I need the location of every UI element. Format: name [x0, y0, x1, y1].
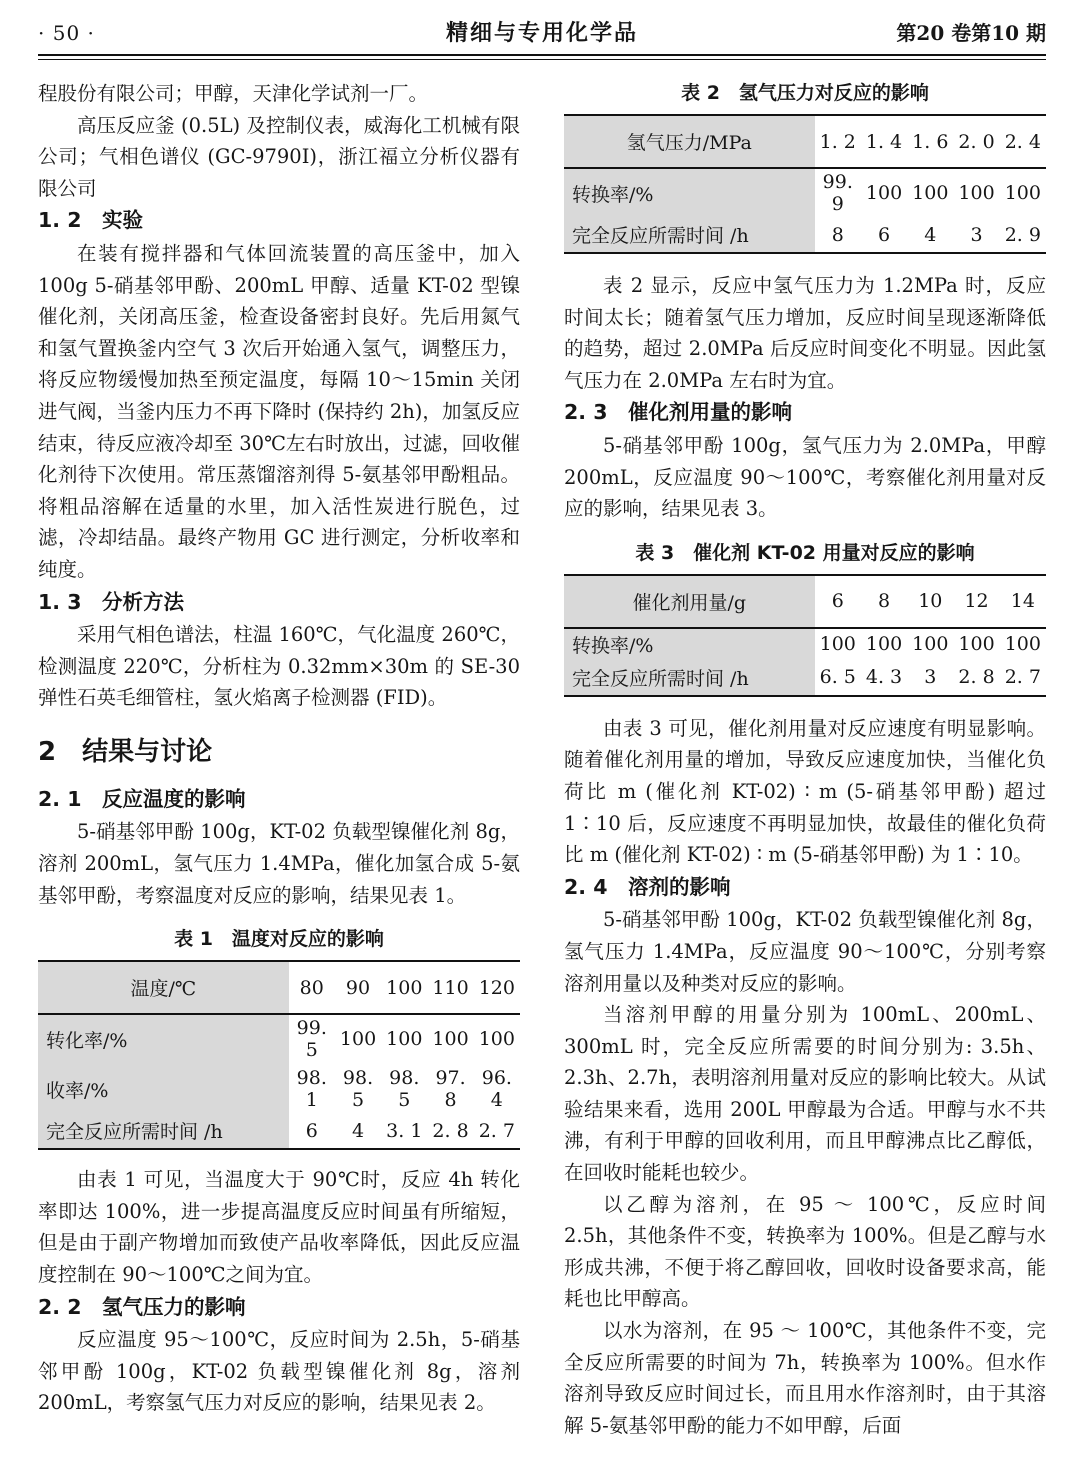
- table-row: [564, 628, 1046, 662]
- table-cell: 100: [478, 1028, 515, 1051]
- journal-title: 精细与专用化学品: [445, 21, 638, 46]
- paragraph-water: 以水为溶剂，在 95 ～ 100℃，其他条件不变，完全反应所需要的时间为 7h，转换率为 100%。但水作溶剂导致反应时间过长，而且用水作溶剂时，由于其溶解 5-氨基邻甲酚的能力不如甲醇，后面: [564, 1319, 1046, 1437]
- table-3-row-header: 催化剂用量/g: [564, 575, 815, 628]
- table-row: [38, 1115, 520, 1149]
- table-2-col: 1. 6: [907, 115, 953, 168]
- table-1-row-header: 温度/℃: [38, 961, 289, 1014]
- table-row: [564, 168, 1046, 219]
- left-column: [38, 78, 520, 1441]
- table-cell: 100: [865, 633, 903, 656]
- table-cell: 4: [351, 1119, 365, 1142]
- table-1-col: 80: [289, 961, 335, 1014]
- paragraph-2-1: 5-硝基邻甲酚 100g，KT-02 负载型镍催化剂 8g，溶剂 200mL，氢气压力 1.4MPa，催化加氢合成 5-氨基邻甲酚，考察温度对反应的影响，结果见表 1。: [38, 820, 520, 907]
- header-double-rule: [38, 54, 1046, 60]
- table-2: [564, 114, 1046, 254]
- table-2-col: 1. 2: [815, 115, 861, 168]
- table-row: [38, 1014, 520, 1065]
- paragraph-2-2: 反应温度 95～100℃，反应时间为 2.5h，5-硝基邻甲酚 100g，KT-02 负载型镍催化剂 8g，溶剂 200mL，考察氢气压力对反应的影响，结果见表 2。: [38, 1328, 520, 1415]
- table-row: [564, 219, 1046, 253]
- table-cell: 99. 5: [296, 1017, 327, 1062]
- table-cell: 2. 8: [958, 666, 995, 689]
- table-cell: 完全反应所需时间 /h: [564, 219, 815, 253]
- table-cell: 2. 8: [432, 1119, 469, 1142]
- paragraph-2-3: 5-硝基邻甲酚 100g，氢气压力为 2.0MPa，甲醇 200mL，反应温度 90～100℃，考察催化剂用量对反应的影响，结果见表 3。: [564, 433, 1046, 521]
- table-2-col: 1. 4: [861, 115, 907, 168]
- table-cell: 8: [831, 223, 844, 246]
- table-row: [564, 115, 1046, 168]
- paragraph-continuation: 程股份有限公司；甲醇，天津化学试剂一厂。: [38, 82, 429, 105]
- table-3-col: 6: [815, 575, 861, 628]
- table-cell: 100: [1004, 633, 1041, 656]
- table-cell: 100: [958, 633, 995, 656]
- table-cell: 97. 8: [435, 1067, 466, 1112]
- table-cell: 2. 7: [1004, 666, 1041, 689]
- table-cell: 100: [1004, 182, 1041, 204]
- table-3-col: 10: [907, 575, 953, 628]
- paragraph-experiment: 在装有搅拌器和气体回流装置的高压釜中，加入 100g 5-硝基邻甲酚、200mL 甲醇、适量 KT-02 型镍催化剂，关闭高压釜，检查设备密封良好。先后用氮气和氢气置换釜内空气 3 次后开始通入氢气，调整压力，将反应物缓慢加热至预定温度，每隔 10～15min 关闭进气阀，当釜内压力不再下降时 (保持约 2h)，加氢反应结束，待反应液冷却至 30℃左右时放出，过滤，回收催化剂待下次使用。常压蒸馏溶剂得 5-氨基邻甲酚粗品。将粗品溶解在适量的水里，加入活性炭进行脱色，过滤，冷却结晶。最终产物用 GC 进行测定，分析收率和纯度。: [38, 241, 520, 581]
- table-cell: 转化率/%: [38, 1014, 289, 1065]
- table-cell: 100: [819, 633, 856, 656]
- table-cell: 100: [958, 182, 995, 204]
- table-cell: 100: [386, 1028, 423, 1051]
- table-cell: 100: [432, 1028, 469, 1051]
- table-cell: 98. 5: [342, 1067, 374, 1112]
- table-cell: 3: [970, 223, 983, 246]
- table-3-col: 14: [1000, 575, 1046, 628]
- table-cell: 转换率/%: [564, 628, 815, 662]
- table-cell: 98. 1: [296, 1067, 327, 1112]
- table-cell: 3. 1: [386, 1119, 423, 1142]
- table-cell: 96. 4: [481, 1067, 512, 1112]
- section-heading-1-3: 1. 3 分析方法: [38, 589, 184, 614]
- paragraph-table3-discussion: 由表 3 可见，催化剂用量对反应速度有明显影响。随着催化剂用量的增加，导致反应速度加快，当催化负荷比 m (催化剂 KT-02) ∶ m (5-硝基邻甲酚) 超过 1∶10 后，反应速度不再明显加快，故最佳的催化负荷比 m (催化剂 KT-02) ∶ m (5-硝基邻甲酚) 为 1∶10。: [564, 716, 1046, 867]
- table-1: [38, 960, 520, 1150]
- table-cell: 6. 5: [819, 666, 856, 689]
- table-cell: 4: [924, 223, 937, 246]
- table-2-row-header: 氢气压力/MPa: [564, 115, 815, 168]
- page-header: [38, 16, 1046, 47]
- table-cell: 完全反应所需时间 /h: [564, 662, 815, 696]
- table-row: [38, 1065, 520, 1115]
- table-row: [38, 961, 520, 1014]
- issue-info: 第20 卷第10 期: [896, 21, 1046, 45]
- right-column: [564, 78, 1046, 1441]
- paragraph-table2-discussion: 表 2 显示，反应中氢气压力为 1.2MPa 时，反应时间太长；随着氢气压力增加，反应时间呈现逐渐降低的趋势，超过 2.0MPa 后反应时间变化不明显。因此氢气压力在 2.0MPa 左右时为宜。: [564, 274, 1046, 392]
- paragraph-equipment: 高压反应釜 (0.5L) 及控制仪表，威海化工机械有限公司；气相色谱仪 (GC-9790I)，浙江福立分析仪器有限公司: [38, 113, 520, 200]
- table-cell: 6: [877, 223, 891, 246]
- section-heading-2: 2 结果与讨论: [38, 736, 213, 767]
- section-heading-2-4: 2. 4 溶剂的影响: [564, 874, 731, 899]
- table-3: [564, 574, 1046, 697]
- table-row: [564, 662, 1046, 696]
- section-heading-2-1: 2. 1 反应温度的影响: [38, 786, 246, 811]
- table-cell: 3: [924, 666, 937, 689]
- table-1-col: 120: [474, 961, 520, 1014]
- table-1-caption: 表 1 温度对反应的影响: [174, 928, 384, 951]
- table-cell: 6: [305, 1119, 318, 1142]
- table-1-col: 110: [427, 961, 473, 1014]
- table-cell: 100: [339, 1028, 377, 1051]
- paragraph-2-4-intro: 5-硝基邻甲酚 100g，KT-02 负载型镍催化剂 8g，氢气压力 1.4MPa，反应温度 90～100℃，分别考察溶剂用量以及种类对反应的影响。: [564, 908, 1046, 995]
- section-heading-1-2: 1. 2 实验: [38, 208, 143, 233]
- table-cell: 收率/%: [38, 1065, 289, 1115]
- table-1-col: 90: [335, 961, 381, 1014]
- table-row: [564, 575, 1046, 628]
- paragraph-methanol: 当溶剂甲醇的用量分别为 100mL、200mL、300mL 时，完全反应所需要的时间分别为: 3.5h、2.3h、2.7h，表明溶剂用量对反应的影响比较大。从试验结果来看，选用 200L 甲醇最为合适。甲醇与水不共沸，有利于甲醇的回收利用，而且甲醇沸点比乙醇低，在回收时能耗也较少。: [564, 1003, 1046, 1185]
- table-cell: 2. 9: [1004, 223, 1041, 246]
- table-cell: 转换率/%: [564, 168, 815, 219]
- table-2-col: 2. 4: [1000, 115, 1046, 168]
- table-2-col: 2. 0: [953, 115, 999, 168]
- table-cell: 4. 3: [865, 666, 903, 689]
- section-heading-2-2: 2. 2 氢气压力的影响: [38, 1294, 246, 1319]
- page-number: · 50 ·: [38, 21, 95, 45]
- two-column-body: [38, 78, 1046, 1441]
- section-heading-2-3: 2. 3 催化剂用量的影响: [564, 400, 792, 425]
- paragraph-analysis-method: 采用气相色谱法，柱温 160℃，气化温度 260℃，检测温度 220℃，分析柱为 0.32mm×30m 的 SE-30 弹性石英毛细管柱，氢火焰离子检测器 (FID)。: [38, 623, 520, 710]
- table-cell: 完全反应所需时间 /h: [38, 1115, 289, 1149]
- table-cell: 100: [912, 182, 949, 204]
- table-1-col: 100: [381, 961, 427, 1014]
- table-cell: 2. 7: [478, 1119, 515, 1142]
- table-3-caption: 表 3 催化剂 KT-02 用量对反应的影响: [635, 541, 975, 564]
- table-2-caption: 表 2 氢气压力对反应的影响: [681, 82, 929, 104]
- table-3-col: 12: [953, 575, 999, 628]
- paragraph-table1-discussion: 由表 1 可见，当温度大于 90℃时，反应 4h 转化率即达 100%，进一步提高温度反应时间虽有所缩短，但是由于副产物增加而致使产品收率降低，因此反应温度控制在 90～100℃之间为宜。: [38, 1168, 520, 1287]
- table-cell: 100: [912, 633, 949, 656]
- table-cell: 99. 9: [822, 171, 853, 215]
- paragraph-ethanol: 以乙醇为溶剂，在 95 ～ 100℃，反应时间 2.5h，其他条件不变，转换率为 100%。但是乙醇与水形成共沸，不便于将乙醇回收，回收时设备要求高，能耗也比甲醇高。: [564, 1192, 1046, 1311]
- table-cell: 100: [865, 182, 903, 204]
- table-3-col: 8: [861, 575, 907, 628]
- table-cell: 98. 5: [389, 1067, 420, 1112]
